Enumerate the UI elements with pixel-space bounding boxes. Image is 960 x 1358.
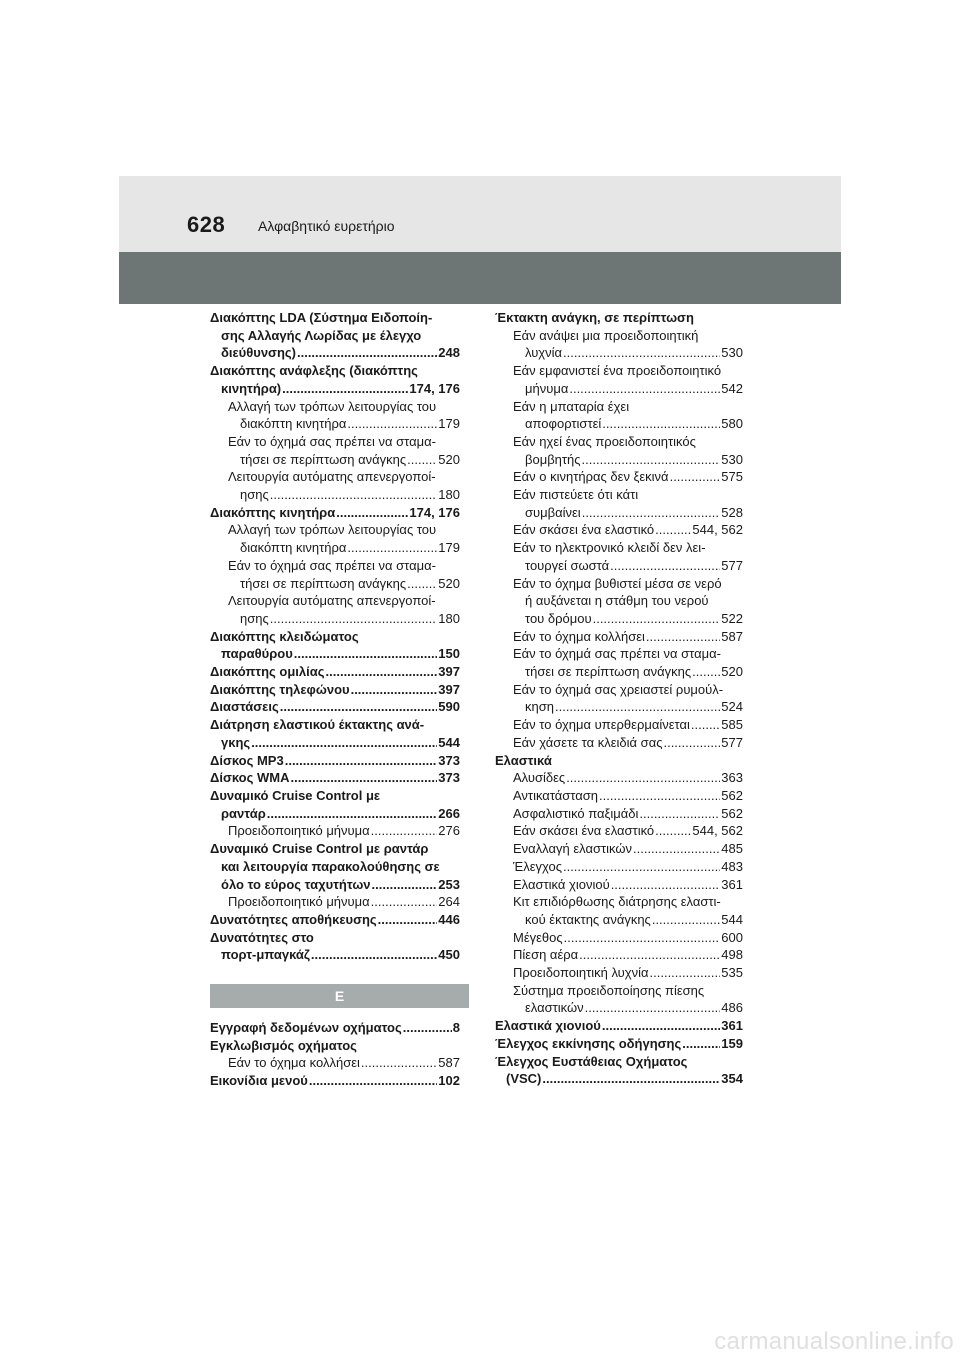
entry-text: διακόπτη κινητήρα [240, 416, 347, 432]
entry-text: Διακόπτης κλειδώματος [210, 628, 359, 644]
index-entry [210, 309, 460, 362]
index-entry [210, 787, 460, 822]
section-title: Αλφαβητικό ευρετήριο [258, 218, 395, 234]
entry-text: Εάν ο κινητήρας δεν ξεκινά [513, 469, 669, 485]
dot-leader [347, 539, 437, 557]
index-subentry [495, 840, 743, 858]
index-entry [210, 628, 460, 663]
entry-text: Εγκλωβισμός οχήματος [210, 1037, 357, 1053]
dot-leader [297, 344, 437, 362]
index-subentry [495, 787, 743, 805]
letter-heading: Ε [210, 984, 469, 1008]
page-reference: 520 [438, 575, 460, 591]
page-reference: 354 [721, 1071, 743, 1087]
dot-leader [270, 486, 438, 504]
dot-leader [569, 380, 720, 398]
index-entry [210, 1072, 460, 1090]
page-reference: 373 [438, 752, 460, 768]
dot-leader [309, 1072, 437, 1090]
page-reference: 8 [452, 1020, 460, 1035]
index-subentry [495, 486, 743, 521]
index-subentry [495, 982, 743, 1017]
dot-leader [542, 1070, 720, 1088]
entry-text: Κιτ επιδιόρθωσης διάτρησης ελαστι- [513, 894, 721, 910]
entry-text: Διακόπτης τηλεφώνου [210, 681, 350, 697]
page-reference: 174, 176 [409, 380, 460, 396]
dot-leader [610, 557, 720, 575]
entry-text: Διάτρηση ελαστικού έκτακτης ανά- [210, 717, 425, 733]
page-reference: 179 [438, 540, 460, 556]
entry-text: τουργεί σωστά [525, 557, 610, 573]
page-reference: 264 [438, 894, 460, 910]
entry-text: Εάν το ηλεκτρονικό κλειδί δεν λει- [513, 540, 706, 556]
page-reference: 498 [721, 947, 743, 963]
entry-text: Δυνατότητες στο [210, 929, 314, 945]
entry-text: Δίσκος WMA [210, 770, 290, 786]
page-reference: 580 [721, 416, 743, 432]
dot-leader [563, 344, 720, 362]
entry-text: Εγγραφή δεδομένων οχήματος [210, 1020, 402, 1035]
entry-text: Εάν το όχημά σας πρέπει να σταμα- [228, 433, 436, 449]
entry-text: ελαστικών [525, 1000, 584, 1016]
entry-text: ησης [240, 487, 269, 503]
entry-text: Εάν η μπαταρία έχει [513, 398, 630, 414]
dot-leader [403, 1019, 452, 1037]
entry-text: Λειτουργία αυτόματης απενεργοποί- [228, 469, 436, 485]
page-reference: 562 [721, 787, 743, 803]
page-reference: 446 [438, 911, 460, 927]
entry-text: Εάν το όχημά σας χρειαστεί ρυμούλ- [513, 681, 724, 697]
entry-text: Εάν το όχημα υπερθερμαίνεται [513, 717, 690, 733]
entry-text: Διακόπτης ανάφλεξης (διακόπτης [210, 363, 418, 379]
dot-leader [663, 734, 720, 752]
index-subentry [210, 398, 460, 433]
page-reference: 102 [438, 1073, 460, 1089]
index-entry [210, 1037, 460, 1055]
entry-text: διεύθυνσης) [221, 345, 296, 361]
dot-leader [280, 698, 438, 716]
index-entry [210, 769, 460, 787]
entry-text: Διακόπτης LDA (Σύστημα Ειδοποίη- [210, 310, 433, 325]
page-reference: 585 [721, 717, 743, 733]
dot-leader [563, 858, 720, 876]
dot-leader [555, 698, 720, 716]
watermark: carmanualsonline.info [714, 1328, 954, 1355]
page-reference: 544 [721, 911, 743, 927]
entry-text: Εάν ανάψει μια προειδοποιητική [513, 327, 699, 343]
index-subentry [495, 716, 743, 734]
index-entry [210, 840, 460, 893]
page-reference: 590 [438, 699, 460, 715]
index-entry [495, 1035, 743, 1053]
dot-leader [670, 468, 721, 486]
dot-leader [611, 876, 721, 894]
dot-leader [336, 504, 408, 522]
entry-text: Διακόπτης ομιλίας [210, 664, 325, 680]
page-reference: 544 [438, 734, 460, 750]
entry-text: Αλυσίδες [513, 770, 566, 786]
index-subentry [495, 876, 743, 894]
dot-leader [655, 822, 691, 840]
dot-leader [407, 451, 437, 469]
index-entry [495, 309, 743, 327]
entry-text: Εάν το όχημα κολλήσει [513, 628, 645, 644]
entry-text: Έλεγχος Ευστάθειας Οχήματος [495, 1053, 688, 1069]
page-reference: 587 [438, 1055, 460, 1071]
index-entry [210, 929, 460, 964]
page-reference: 528 [721, 504, 743, 520]
page-reference: 276 [438, 823, 460, 839]
entry-text: Σύστημα προειδοποίησης πίεσης [513, 982, 705, 998]
index-entry [210, 681, 460, 699]
index-subentry [495, 805, 743, 823]
index-entry [210, 752, 460, 770]
index-column-left-e [210, 1019, 460, 1090]
entry-text: (VSC) [506, 1071, 542, 1087]
entry-text: διακόπτη κινητήρα [240, 540, 347, 556]
entry-text: Αλλαγή των τρόπων λειτουργίας του [228, 398, 437, 414]
page-reference: 361 [721, 876, 743, 892]
entry-text: Εάν πιστεύετε ότι κάτι [513, 487, 639, 503]
entry-text: Ελαστικά χιονιού [513, 876, 610, 892]
index-subentry [495, 433, 743, 468]
dot-leader [290, 769, 437, 787]
page-reference: 159 [721, 1035, 743, 1051]
page-reference: 397 [438, 664, 460, 680]
index-subentry [210, 557, 460, 592]
entry-text: Αντικατάσταση [513, 787, 599, 803]
entry-text: Δίσκος MP3 [210, 752, 284, 768]
index-subentry [495, 575, 743, 628]
page-reference: 253 [438, 876, 460, 892]
index-subentry [495, 822, 743, 840]
dot-leader [682, 1035, 720, 1053]
dot-leader [579, 946, 720, 964]
dot-leader [566, 769, 720, 787]
entry-text: ησης [240, 610, 269, 626]
page-reference: 520 [721, 664, 743, 680]
header-band [119, 176, 841, 252]
index-entry [210, 1019, 460, 1037]
index-column-right [495, 309, 743, 1088]
dot-leader [582, 504, 721, 522]
entry-text: τήσει σε περίπτωση ανάγκης [525, 664, 692, 680]
page-reference: 600 [721, 929, 743, 945]
dot-leader [378, 911, 438, 929]
dot-leader [267, 805, 438, 823]
entry-text: Προειδοποιητική λυχνία [513, 965, 649, 981]
index-entry [210, 504, 460, 522]
dot-leader [351, 681, 438, 699]
page-reference: 363 [721, 770, 743, 786]
entry-text: Αλλαγή των τρόπων λειτουργίας του [228, 522, 437, 538]
dot-leader [251, 734, 437, 752]
entry-text: Ασφαλιστικό παξιμάδι [513, 805, 639, 821]
entry-text: Έλεγχος εκκίνησης οδήγησης [495, 1035, 682, 1051]
dot-leader [361, 1054, 437, 1072]
dot-leader [564, 929, 721, 947]
entry-text: Εάν σκάσει ένα ελαστικό [513, 823, 655, 839]
index-entry [210, 911, 460, 929]
dot-leader [285, 752, 438, 770]
page-reference: 266 [438, 805, 460, 821]
entry-text: Εάν σκάσει ένα ελαστικό [513, 522, 655, 538]
entry-text: Εάν εμφανιστεί ένα προειδοποιητικό [513, 363, 722, 379]
index-subentry [495, 521, 743, 539]
page-reference: 577 [721, 557, 743, 573]
index-subentry [495, 964, 743, 982]
dot-leader [585, 999, 721, 1017]
index-subentry [495, 362, 743, 397]
index-subentry [210, 893, 460, 911]
dot-leader [282, 380, 408, 398]
dot-leader [691, 716, 720, 734]
entry-text: Εικονίδια μενού [210, 1073, 308, 1089]
index-subentry [495, 628, 743, 646]
page-reference: 180 [438, 487, 460, 503]
index-column-left [210, 309, 460, 964]
entry-text: Προειδοποιητικό μήνυμα [228, 894, 370, 910]
page-reference: 544, 562 [692, 823, 743, 839]
page-reference: 530 [721, 345, 743, 361]
dot-leader [372, 876, 438, 894]
page-reference: 535 [721, 965, 743, 981]
page-reference: 248 [438, 345, 460, 361]
index-entry [210, 663, 460, 681]
index-entry [210, 698, 460, 716]
entry-text: βομβητής [525, 451, 581, 467]
page-reference: 150 [438, 646, 460, 662]
entry-text: Προειδοποιητικό μήνυμα [228, 823, 370, 839]
page-reference: 530 [721, 451, 743, 467]
page-reference: 179 [438, 416, 460, 432]
index-subentry [495, 946, 743, 964]
dot-leader [294, 645, 438, 663]
page-reference: 577 [721, 734, 743, 750]
index-subentry [210, 822, 460, 840]
page-reference: 520 [438, 451, 460, 467]
entry-text: ραντάρ [221, 805, 266, 821]
entry-text: μήνυμα [525, 380, 569, 396]
entry-text: αποφορτιστεί [525, 416, 602, 432]
dot-leader [371, 822, 438, 840]
dot-leader [371, 893, 438, 911]
index-subentry [495, 769, 743, 787]
entry-text: Διαστάσεις [210, 699, 279, 715]
index-subentry [210, 468, 460, 503]
entry-text: γκης [221, 734, 251, 750]
entry-text: Διακόπτης κινητήρα [210, 504, 336, 520]
dot-leader [639, 805, 720, 823]
entry-text: Λειτουργία αυτόματης απενεργοποί- [228, 593, 436, 609]
entry-text: Δυναμικό Cruise Control με [210, 787, 381, 803]
page-reference: 524 [721, 699, 743, 715]
index-subentry [495, 893, 743, 928]
entry-text: Εάν το όχημα κολλήσει [228, 1055, 360, 1071]
index-subentry [495, 398, 743, 433]
entry-text: κινητήρα) [221, 380, 282, 396]
entry-text: Εναλλαγή ελαστικών [513, 841, 632, 857]
dot-leader [582, 451, 721, 469]
index-subentry [495, 327, 743, 362]
entry-text: τήσει σε περίπτωση ανάγκης [240, 575, 407, 591]
page-reference: 174, 176 [409, 504, 460, 520]
entry-text: Έλεγχος [513, 858, 562, 874]
entry-text: όλο το εύρος ταχυτήτων [221, 876, 371, 892]
page-reference: 180 [438, 610, 460, 626]
dot-leader [650, 964, 721, 982]
dot-leader [311, 946, 437, 964]
entry-text: Ελαστικά χιονιού [495, 1018, 601, 1034]
dot-leader [652, 911, 720, 929]
page-reference: 486 [721, 1000, 743, 1016]
page-reference: 361 [721, 1018, 743, 1034]
entry-text: Μέγεθος [513, 929, 563, 945]
page-reference: 544, 562 [692, 522, 743, 538]
entry-text: ή αυξάνεται η στάθμη του νερού [525, 593, 709, 609]
entry-text: του δρόμου [525, 610, 592, 626]
entry-text: Εάν το όχημα βυθιστεί μέσα σε νερό [513, 575, 722, 591]
entry-text: Ελαστικά [495, 752, 552, 768]
page-reference: 542 [721, 380, 743, 396]
dot-leader [270, 610, 438, 628]
dot-leader [646, 628, 720, 646]
dot-leader [692, 663, 720, 681]
index-subentry [210, 433, 460, 468]
page-reference: 522 [721, 610, 743, 626]
index-entry [210, 362, 460, 397]
page-number: 628 [187, 212, 226, 237]
entry-text: κηση [525, 699, 554, 715]
entry-text: κού έκτακτης ανάγκης [525, 911, 651, 927]
entry-text: Έκτακτη ανάγκη, σε περίπτωση [495, 310, 694, 325]
dot-leader [602, 415, 720, 433]
index-entry [210, 716, 460, 751]
index-subentry [210, 521, 460, 556]
index-subentry [210, 592, 460, 627]
index-subentry [495, 539, 743, 574]
index-subentry [495, 929, 743, 947]
header-dark-band [119, 252, 841, 304]
entry-text: παραθύρου [221, 646, 293, 662]
page-reference: 483 [721, 858, 743, 874]
dot-leader [347, 415, 437, 433]
index-entry [495, 752, 743, 770]
dot-leader [326, 663, 438, 681]
entry-text: Εάν το όχημά σας πρέπει να σταμα- [513, 646, 721, 662]
dot-leader [407, 575, 437, 593]
index-subentry [495, 468, 743, 486]
entry-text: λυχνία [525, 345, 563, 361]
entry-text: Εάν ηχεί ένας προειδοποιητικός [513, 433, 696, 449]
page-reference: 450 [438, 947, 460, 963]
index-subentry [495, 734, 743, 752]
page-reference: 397 [438, 681, 460, 697]
entry-text: Πίεση αέρα [513, 947, 579, 963]
entry-text: πορτ-μπαγκάζ [221, 947, 310, 963]
index-entry [495, 1017, 743, 1035]
dot-leader [655, 521, 691, 539]
entry-text: Δυνατότητες αποθήκευσης [210, 911, 377, 927]
entry-text: Εάν χάσετε τα κλειδιά σας [513, 734, 663, 750]
dot-leader [602, 1017, 720, 1035]
index-subentry [495, 858, 743, 876]
page-reference: 575 [721, 469, 743, 485]
index-subentry [210, 1054, 460, 1072]
entry-text: σης Αλλαγής Λωρίδας με έλεγχο [221, 327, 422, 343]
dot-leader [633, 840, 720, 858]
entry-text: τήσει σε περίπτωση ανάγκης [240, 451, 407, 467]
page-reference: 373 [438, 770, 460, 786]
entry-text: Δυναμικό Cruise Control με ραντάρ [210, 841, 429, 857]
index-subentry [495, 645, 743, 680]
index-subentry [495, 681, 743, 716]
page-reference: 485 [721, 841, 743, 857]
entry-text: συμβαίνει [525, 504, 581, 520]
page-reference: 587 [721, 628, 743, 644]
index-entry [495, 1053, 743, 1088]
dot-leader [593, 610, 721, 628]
page-reference: 562 [721, 805, 743, 821]
entry-text: Εάν το όχημά σας πρέπει να σταμα- [228, 557, 436, 573]
dot-leader [599, 787, 720, 805]
entry-text: και λειτουργία παρακολούθησης σε [221, 858, 440, 874]
